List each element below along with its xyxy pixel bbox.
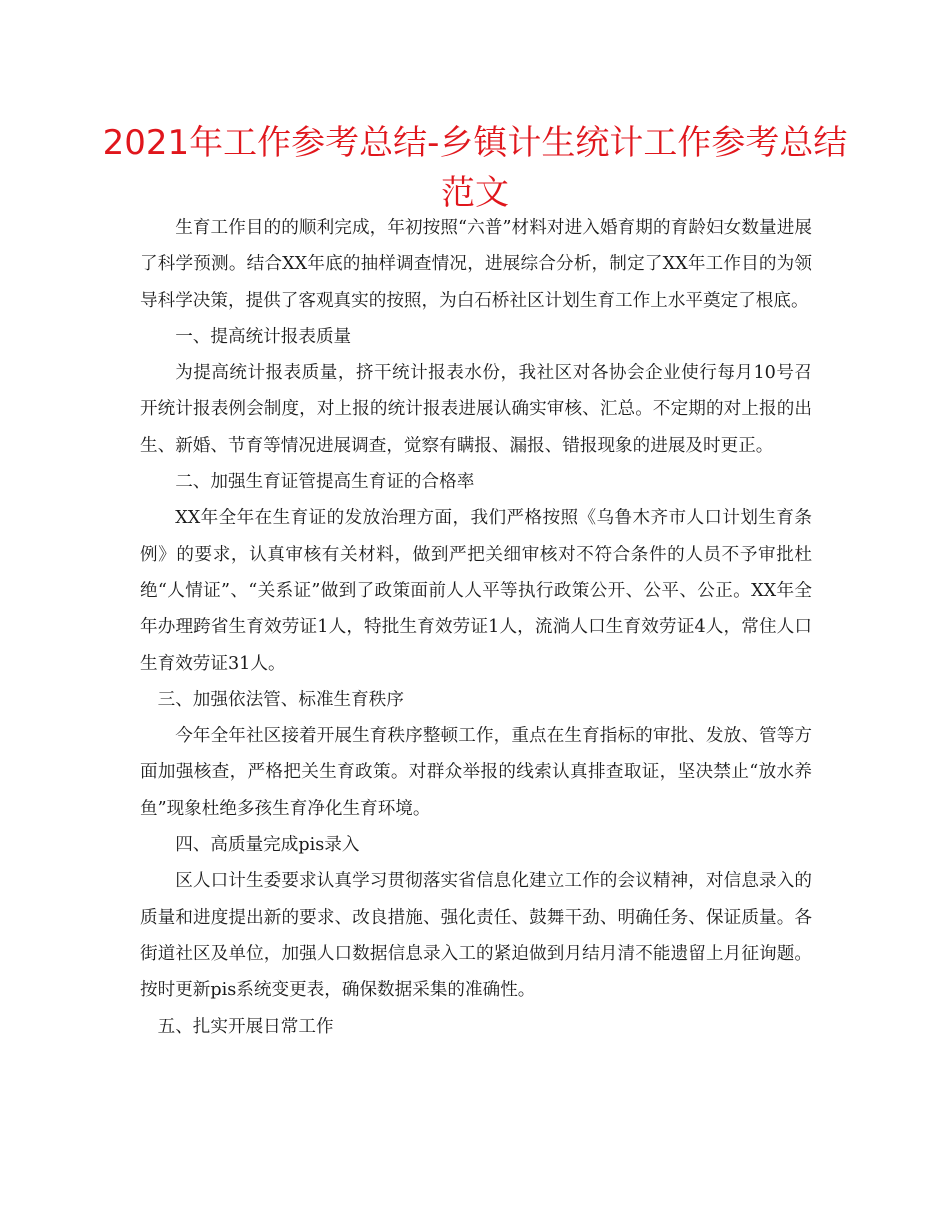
paragraph-section-4: 区人口计生委要求认真学习贯彻落实省信息化建立工作的会议精神，对信息录入的质量和进度提出新的要求、改良措施、强化责任、鼓舞干劲、明确任务、保证质量。各街道社区及单位，加强人口数据信息录入工的紧迫做到月结月清不能遗留上月征询题。按时更新pis系统变更表，确保数据采集的准确性。 xyxy=(140,871,812,1001)
section-heading-5: 五、扎实开展日常工作 xyxy=(157,1016,334,1037)
section-heading-2: 二、加强生育证管提高生育证的合格率 xyxy=(175,472,475,493)
paragraph-section-1: 为提高统计报表质量，挤干统计报表水份，我社区对各协会企业使行每月10号召开统计报表例会制度，对上报的统计报表进展认确实审核、汇总。不定期的对上报的出生、新婚、节育等情况进展调查，觉察有瞒报、漏报、错报现象的进展及时更正。 xyxy=(140,363,812,456)
paragraph-section-2: XX年全年在生育证的发放治理方面，我们严格按照《乌鲁木齐市人口计划生育条例》的要求，认真审核有关材料，做到严把关细审核对不符合条件的人员不予审批杜绝“人情证”、“关系证”做到了政策面前人人平等执行政策公开、公平、公正。XX年全年办理跨省生育效劳证1人，特批生育效劳证1人，流淌人口生育效劳证4人，常住人口生育效劳证31人。 xyxy=(140,508,812,674)
section-heading-3: 三、加强依法管、标准生育秩序 xyxy=(157,689,404,710)
document-body xyxy=(140,210,812,1045)
section-heading-1: 一、提高统计报表质量 xyxy=(175,326,352,347)
paragraph-intro: 生育工作目的的顺利完成，年初按照“六普”材料对进入婚育期的育龄妇女数量进展了科学预测。结合XX年底的抽样调查情况，进展综合分析，制定了XX年工作目的为领导科学决策，提供了客观真实的按照，为白石桥社区计划生育工作上水平奠定了根底。 xyxy=(140,218,812,311)
paragraph-section-3: 今年全年社区接着开展生育秩序整顿工作，重点在生育指标的审批、发放、管等方面加强核查，严格把关生育政策。对群众举报的线索认真排查取证，坚决禁止“放水养鱼”现象杜绝多孩生育净化生育环境。 xyxy=(140,726,812,819)
section-heading-4: 四、高质量完成pis录入 xyxy=(175,835,360,856)
document-title: 2021年工作参考总结-乡镇计生统计工作参考总结范文 xyxy=(102,123,848,213)
